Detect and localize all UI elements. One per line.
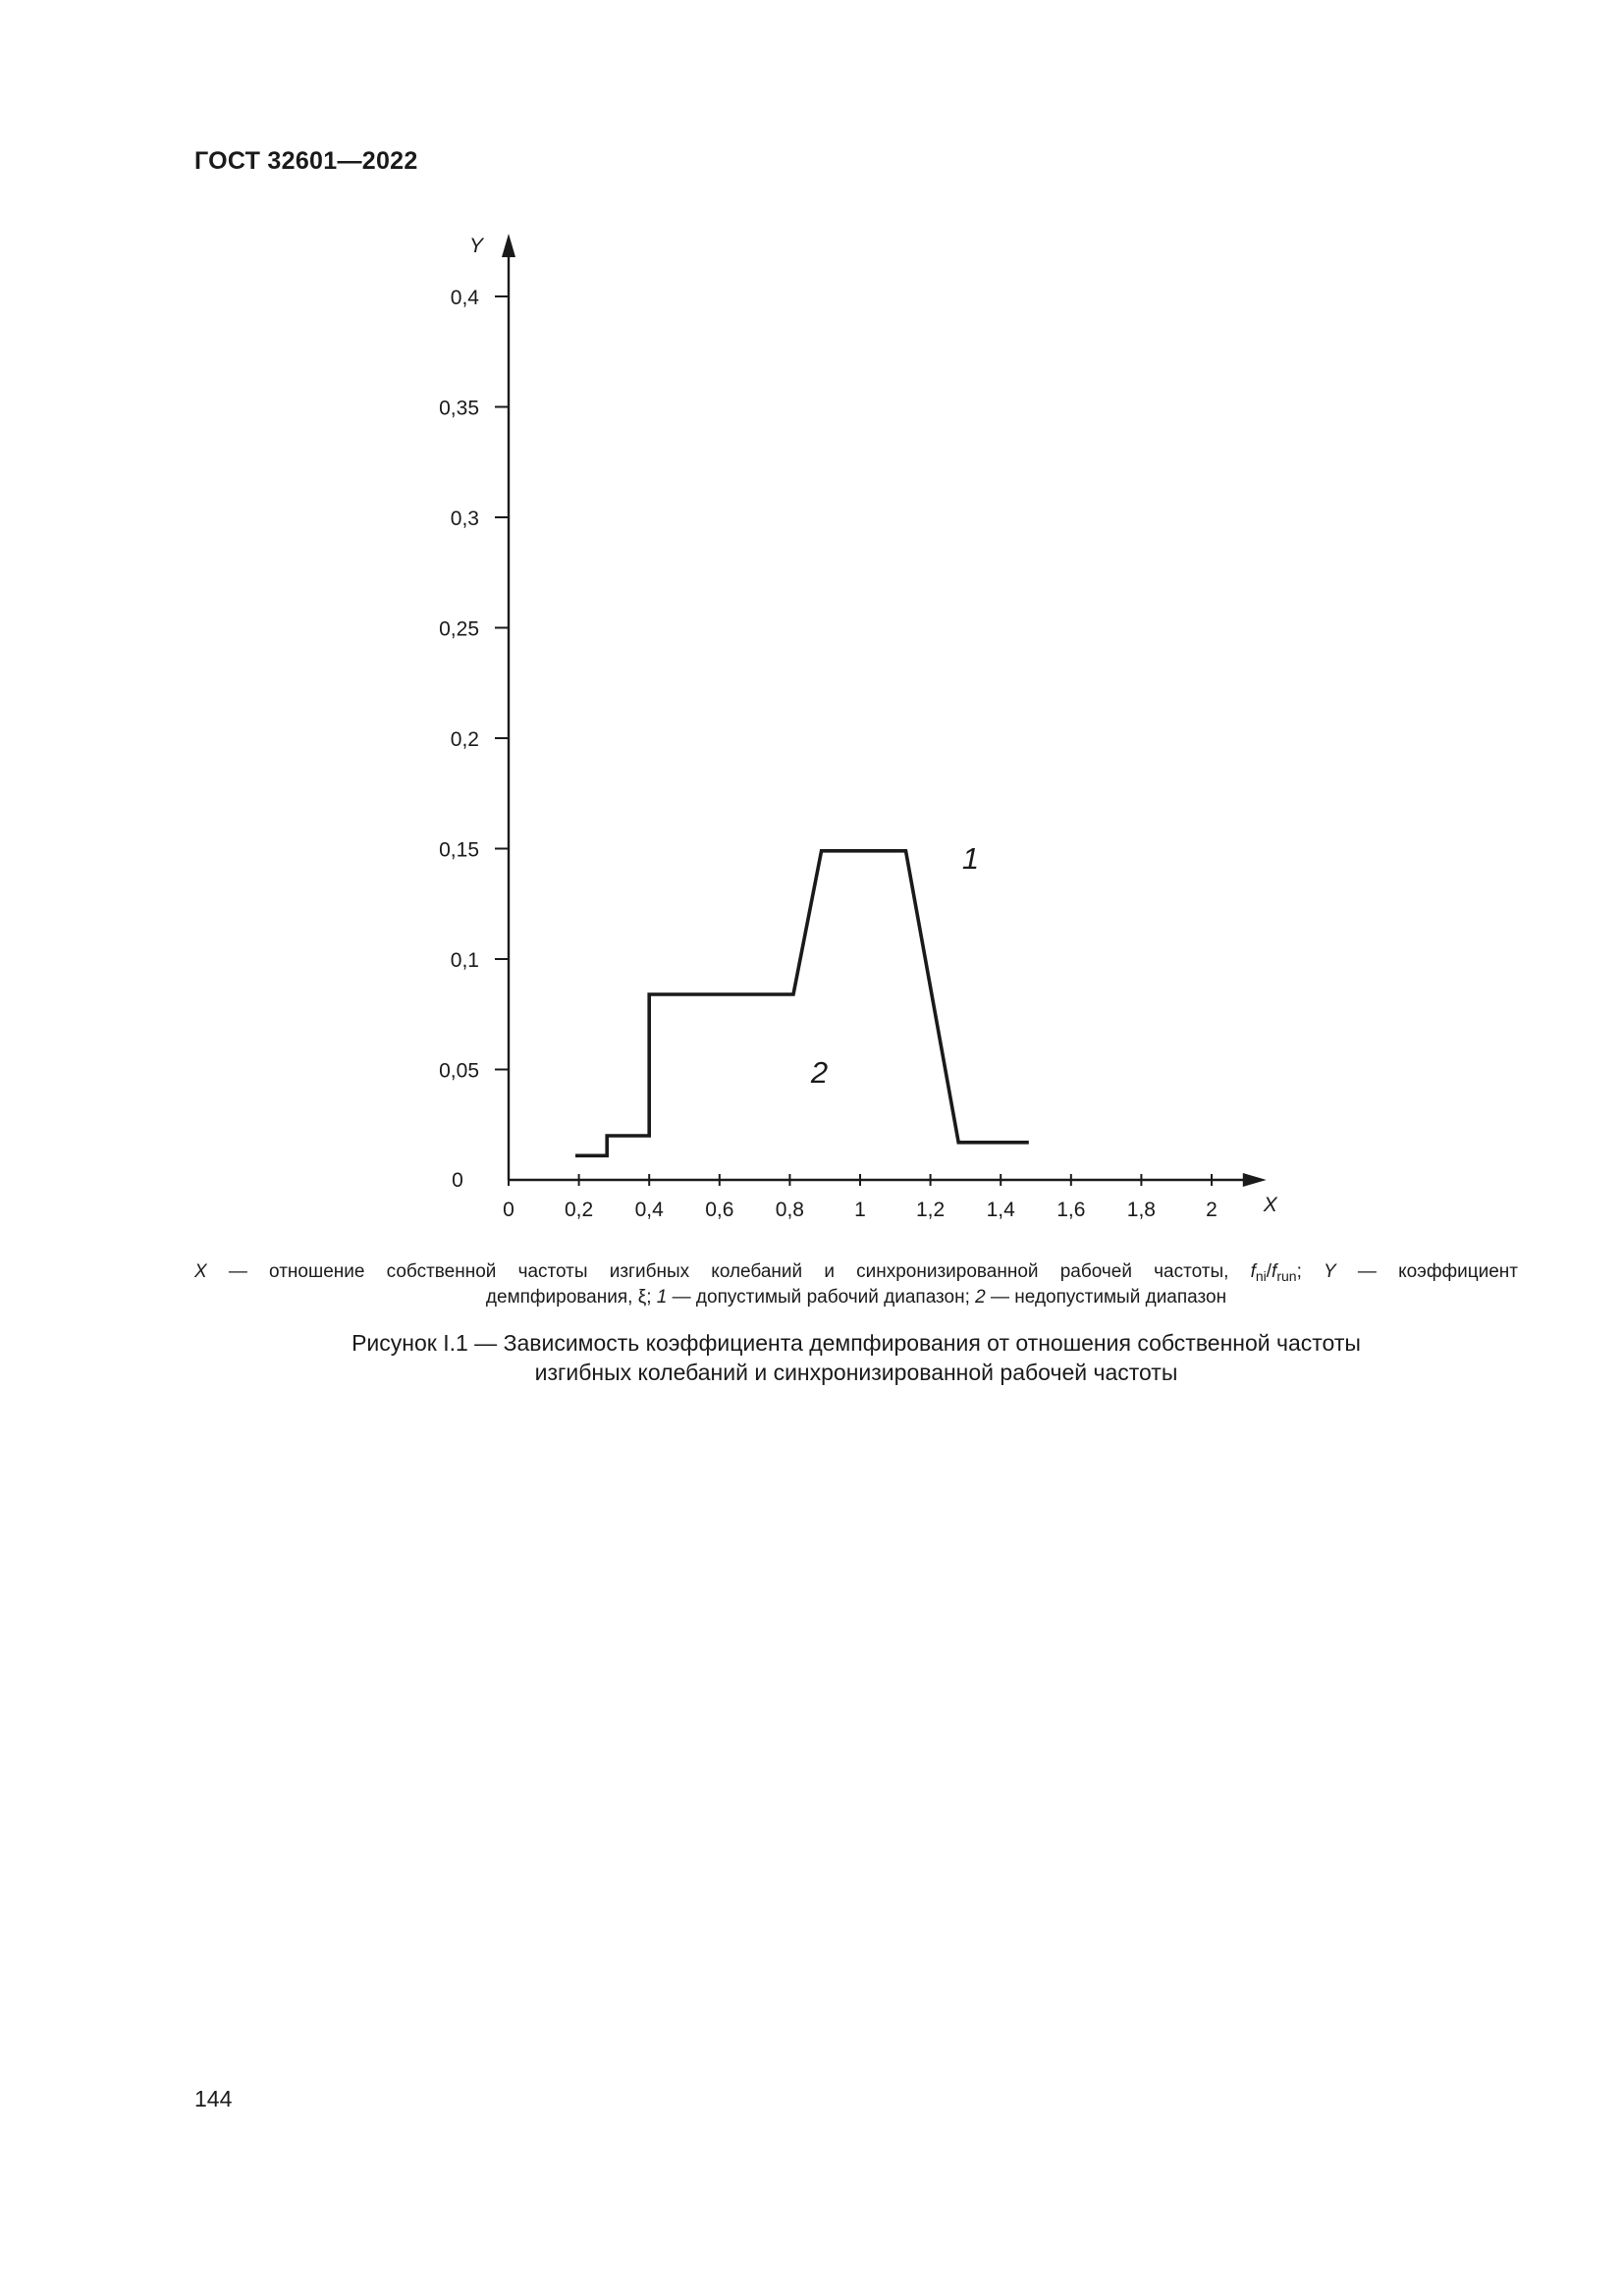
series-line (575, 851, 1029, 1156)
x-tick-label: 0,8 (775, 1199, 805, 1221)
y-tick-label: 0,3 (450, 507, 479, 530)
legend-line-1 (194, 1259, 1518, 1285)
legend-num-2: 2 (975, 1287, 986, 1308)
y-tick-label: 0 (452, 1169, 463, 1192)
y-tick-label: 0,05 (439, 1059, 479, 1083)
legend-text-a: демпфирования, ξ; (485, 1287, 657, 1308)
axes (469, 234, 1278, 1216)
legend-f1: f (1250, 1261, 1256, 1282)
legend-f1-sub: ni (1255, 1268, 1267, 1284)
legend-text-b: — допустимый рабочий диапазон; (667, 1287, 976, 1308)
legend-y-text: — коэффициент (1335, 1261, 1519, 1282)
y-tick-label: 0,2 (450, 728, 479, 751)
x-axis-name: X (1263, 1194, 1277, 1216)
region-label-2: 2 (810, 1055, 829, 1090)
legend-num-1: 1 (656, 1287, 668, 1308)
legend-f2: f (1272, 1261, 1277, 1282)
legend-f2-sub: run (1276, 1268, 1297, 1284)
y-tick-label: 0,4 (450, 287, 479, 309)
x-tick-label: 1,4 (986, 1199, 1015, 1221)
y-axis-name: Y (469, 235, 484, 257)
legend-line-2 (194, 1285, 1518, 1310)
x-tick-label: 0,6 (705, 1199, 734, 1221)
figure-legend (194, 1259, 1518, 1310)
caption-line-1: Рисунок I.1 — Зависимость коэффициента демпфирования от отношения собственной частоты (352, 1330, 1361, 1356)
legend-separator: ; (1296, 1261, 1325, 1282)
x-tick-label: 1,8 (1126, 1199, 1157, 1221)
y-ticks (439, 287, 509, 1192)
legend-x-symbol: X (194, 1261, 207, 1282)
x-tick-label: 1,6 (1056, 1199, 1086, 1221)
legend-slash: / (1266, 1261, 1272, 1282)
x-tick-label: 0 (503, 1199, 514, 1221)
y-tick-label: 0,1 (450, 949, 479, 972)
legend-y-symbol: Y (1324, 1261, 1336, 1282)
y-tick-label: 0,35 (439, 397, 479, 420)
document-header: ГОСТ 32601—2022 (194, 147, 418, 175)
y-axis-arrow (502, 234, 515, 257)
x-tick-label: 1 (854, 1199, 866, 1221)
x-axis-arrow (1243, 1173, 1267, 1187)
x-tick-label: 2 (1206, 1199, 1218, 1221)
x-tick-label: 0,4 (634, 1199, 664, 1221)
legend-text-c: — недопустимый диапазон (985, 1287, 1227, 1308)
x-tick-label: 1,2 (915, 1199, 946, 1221)
annotations (810, 841, 979, 1090)
y-tick-label: 0,25 (439, 617, 479, 641)
plot-area (575, 851, 1029, 1156)
y-tick-label: 0,15 (439, 838, 479, 862)
figure-caption (194, 1328, 1518, 1387)
legend-x-text: — отношение собственной частоты изгибных колебаний и синхронизированной рабочей частоты, (206, 1261, 1251, 1282)
region-label-1: 1 (961, 840, 980, 876)
page-number: 144 (194, 2086, 233, 2111)
x-tick-label: 0,2 (564, 1199, 594, 1221)
caption-line-2: изгибных колебаний и синхронизированной рабочей частоты (534, 1360, 1178, 1385)
